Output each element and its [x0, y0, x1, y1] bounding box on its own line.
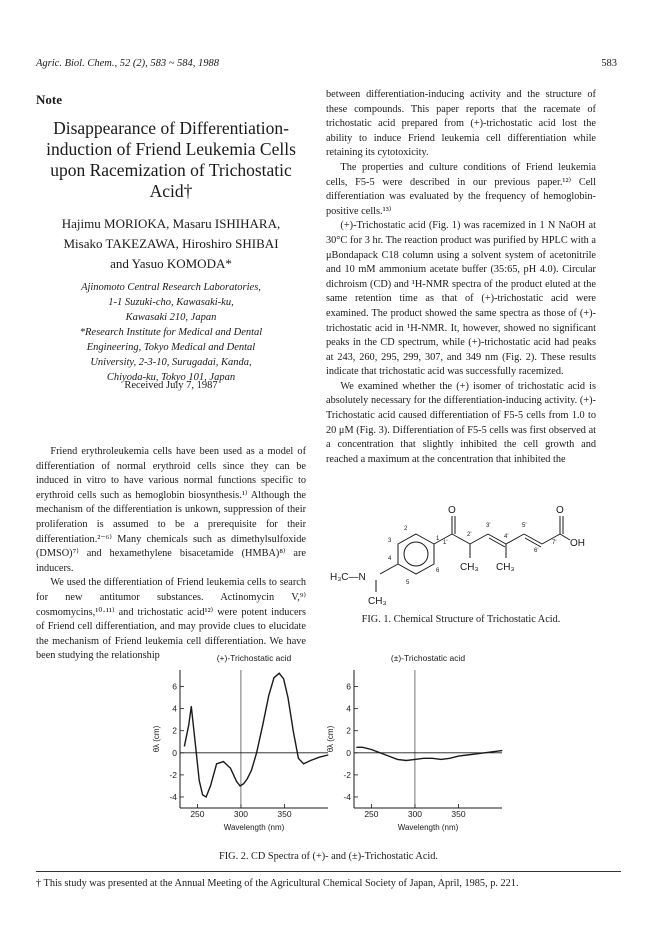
data-point: [262, 725, 263, 726]
data-point: [356, 747, 357, 748]
y-tick-label: -4: [343, 791, 351, 802]
data-point: [475, 753, 476, 754]
data-point: [449, 758, 450, 759]
received-date: Received July 7, 1987: [124, 380, 218, 391]
atom-number: 7': [552, 540, 557, 546]
data-point: [423, 758, 424, 759]
article-title: Disappearance of Differentiation-induction of Friend Leukemia Cells upon Racemization of Trichostatic Acid†: [46, 118, 296, 201]
x-tick-label: 300: [233, 809, 249, 819]
cd-curve: [357, 747, 502, 760]
data-point: [195, 747, 196, 748]
data-point: [298, 758, 299, 759]
dimethylamino-label: H₃C—N: [330, 572, 366, 583]
authors: [36, 214, 306, 274]
data-point: [432, 758, 433, 759]
methyl-label: CH₃: [460, 562, 479, 573]
body-left-column: [36, 445, 306, 664]
data-point: [362, 747, 363, 748]
y-tick-label: 4: [172, 703, 177, 714]
chart-title: (±)-Trichostatic acid: [390, 653, 466, 663]
footnote: † This study was presented at the Annual Meeting of the Agricultural Chemical Society of Japan, April, 1985, p. 221.: [36, 878, 519, 889]
y-tick-label: 4: [346, 703, 351, 714]
data-point: [210, 785, 211, 786]
data-point: [397, 759, 398, 760]
atom-number: 2: [404, 526, 408, 532]
paragraph: (+)-Trichostatic acid (Fig. 1) was racemized in 1 N NaOH at 30°C for 3 hr. The reaction product was purified by HPLC with a μBondapack C18 column using a solvent system of acetonitrile and 10 mM ammonium acetate buffer (35:65, pH 4.0). Circular dichroism (CD) and ¹H-NMR spectra of the product eluted at the same retention time as that of (+)-trichostatic acid were examined. The product showed the same spectra as those of (+)-trichostatic acid in ¹H-NMR. It, however, showed no significant peaks in the CD spectrum, while (+)-trichostatic acid had peaks at 243, 260, 295, 299, 307, and 349 nm (Fig. 2). These results indicate that trichostatic acid was successfully racemized.: [326, 220, 596, 378]
atom-number: 5: [406, 580, 410, 586]
cd-curve: [184, 673, 328, 797]
author-line: Misako TAKEZAWA, Hiroshiro SHIBAI: [63, 236, 279, 251]
affiliation-line: *Research Institute for Medical and Dental: [79, 327, 263, 338]
data-point: [247, 779, 248, 780]
data-point: [191, 706, 192, 707]
footnote-rule: [36, 871, 621, 872]
hydroxyl-label: OH: [570, 538, 585, 549]
x-tick-label: 350: [451, 809, 466, 819]
atom-number: 1: [436, 536, 440, 542]
data-point: [279, 673, 280, 674]
data-point: [202, 794, 203, 795]
data-point: [287, 697, 288, 698]
y-tick-label: 2: [172, 725, 177, 736]
data-point: [188, 725, 189, 726]
atom-number: 6: [436, 568, 440, 574]
x-tick-label: 250: [190, 809, 205, 819]
data-point: [223, 761, 224, 762]
figure-1-caption: FIG. 1. Chemical Structure of Trichostatic Acid.: [361, 614, 561, 625]
paragraph: We examined whether the (+) isomer of trichostatic acid is absolutely necessary for the differentiation-inducing activity. (+)-Trichostatic acid caused differentiation of F5-5 cells from 1.0 to 20 μM (Fig. 3). Differentiation of F5-5 cells was first observed at a concentration that slightly inhibited the cell growth and reached a maximum at the concentration that inhibited the: [326, 380, 596, 465]
data-point: [199, 780, 200, 781]
data-point: [236, 781, 237, 782]
page-number: 583: [601, 58, 617, 69]
atom-number: 3': [486, 523, 491, 529]
affiliations: [36, 280, 306, 385]
data-point: [251, 770, 252, 771]
data-point: [293, 730, 294, 731]
oxygen-label: O: [448, 505, 456, 516]
x-axis-label: Wavelength (nm): [223, 823, 285, 832]
data-point: [256, 752, 257, 753]
y-tick-label: 2: [346, 725, 351, 736]
y-tick-label: 0: [172, 747, 177, 758]
x-axis-label: Wavelength (nm): [397, 823, 459, 832]
data-point: [283, 678, 284, 679]
data-point: [493, 751, 494, 752]
data-point: [467, 755, 468, 756]
affiliation-line: 1-1 Suzuki-cho, Kawasaki-ku,: [108, 297, 234, 308]
data-point: [388, 756, 389, 757]
data-point: [303, 763, 304, 764]
data-point: [458, 756, 459, 757]
affiliation-line: Engineering, Tokyo Medical and Dental: [86, 342, 256, 353]
data-point: [240, 785, 241, 786]
author-line: Hajimu MORIOKA, Masaru ISHIHARA,: [61, 216, 281, 231]
body-right-column: [326, 88, 596, 467]
atom-number: 4': [504, 534, 509, 540]
author-line: and Yasuo KOMODA*: [110, 256, 232, 271]
oxygen-label: O: [556, 505, 564, 516]
methyl-label: CH₃: [368, 596, 387, 607]
paragraph: The properties and culture conditions of Friend leukemia cells, F5-5 were described in our previous paper.¹²⁾ Cell differentiation was evaluated by the frequency of hemoglobin-positive cells.¹³⁾: [326, 161, 596, 217]
data-point: [243, 783, 244, 784]
y-tick-label: 6: [346, 681, 351, 692]
data-point: [274, 677, 275, 678]
paragraph: between differentiation-inducing activity and the structure of these compounds. This paper reports that the racemate of trichostatic acid prepared from (+)-trichostatic acid lost the ability to induce Friend leukemia cell differentiation while retaining its cytotoxicity.: [326, 89, 596, 159]
y-tick-label: 0: [346, 747, 351, 758]
atom-number: 3: [388, 538, 392, 544]
affiliation-line: Kawasaki 210, Japan: [125, 312, 217, 323]
affiliation-line: Ajinomoto Central Research Laboratories,: [81, 282, 261, 293]
running-header: Agric. Biol. Chem., 52 (2), 583 ~ 584, 1988: [36, 58, 219, 69]
paragraph: We used the differentiation of Friend leukemia cells to search for new antitumor substances. Actinomycin V,⁹⁾ cosmomycins,¹⁰·¹¹⁾ and trichostatic acid¹²⁾ were potent inducers of Friend cell differentiation, and may provide clues to elucidate the mechanism of Friend leukemia cell differentiation. We have been studying the relationship: [36, 577, 306, 662]
paragraph: Friend erythroleukemia cells have been used as a model of differentiation of normal erythroid cells since they can be induced in vitro to have various normal functions specific to erythroid cells such as hemoglobin biosynthesis.¹⁾ Although the mechanism of the differentiation is unkown, suppression of their proliferation is assumed to be a prerequisite for their differentiation.²⁻⁶⁾ Many chemicals such as dimethylsulfoxide (DMSO)⁷⁾ and hexamethylene bisacetamide (HMBA)⁸⁾ are inducers.: [36, 446, 306, 574]
y-tick-label: 6: [172, 681, 177, 692]
y-tick-label: -2: [343, 769, 351, 780]
x-tick-label: 300: [407, 809, 423, 819]
affiliation-line: Chiyoda-ku, Tokyo 101, Japan: [106, 372, 236, 383]
atom-number: 6': [534, 548, 539, 554]
atom-number: 4: [388, 556, 392, 562]
x-tick-label: 350: [277, 809, 292, 819]
data-point: [268, 695, 269, 696]
cd-spectrum-chart-racemate: [324, 650, 504, 842]
affiliation-line: University, 2-3-10, Surugadai, Kanda,: [90, 357, 252, 368]
data-point: [216, 763, 217, 764]
data-point: [441, 759, 442, 760]
atom-number: 5': [522, 523, 527, 529]
y-axis-label: θλ (cm): [326, 725, 335, 753]
data-point: [310, 760, 311, 761]
data-point: [206, 796, 207, 797]
y-tick-label: -4: [169, 791, 177, 802]
data-point: [502, 750, 503, 751]
x-tick-label: 250: [364, 809, 379, 819]
atom-number: 1': [443, 540, 448, 546]
section-label: Note: [36, 92, 62, 107]
data-point: [414, 759, 415, 760]
chart-title: (+)-Trichostatic acid: [216, 653, 292, 663]
figure-2-caption: FIG. 2. CD Spectra of (+)- and (±)-Trichostatic Acid.: [219, 851, 438, 862]
benzene-ring: [398, 534, 434, 574]
chemical-structure-figure: [326, 500, 596, 612]
data-point: [380, 752, 381, 753]
data-point: [230, 768, 231, 769]
aromatic-circle: [404, 542, 428, 566]
data-point: [484, 752, 485, 753]
atom-number: 2': [467, 532, 472, 538]
data-point: [371, 749, 372, 750]
data-point: [184, 746, 185, 747]
cd-spectrum-chart-plus: [150, 650, 330, 842]
data-point: [319, 757, 320, 758]
y-axis-label: θλ (cm): [152, 725, 161, 753]
methyl-label: CH₃: [496, 562, 515, 573]
data-point: [406, 760, 407, 761]
y-tick-label: -2: [169, 769, 177, 780]
